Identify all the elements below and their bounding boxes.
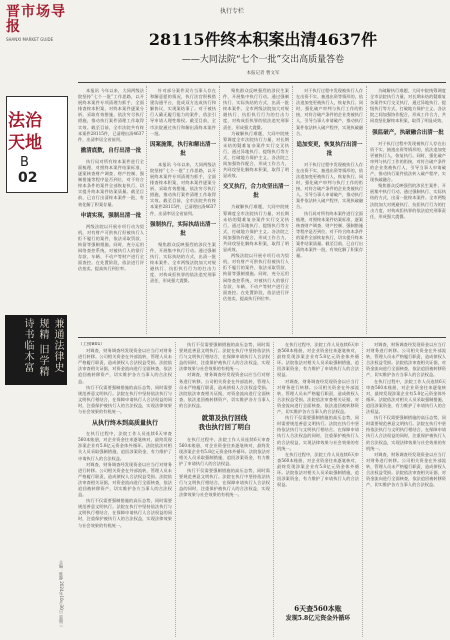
paragraph: 对调查，财务调查经发现资金以应当行对财务进行转移。公司相关资金在外部流转，管理人员未严格履行职责，造成债权人合法权益受损。法院依法审查相关证据，对资金流向进行全面核查，依法追回被转移资产，切实维护各方当事人的合法权益。 xyxy=(179,372,270,408)
article-column-3 xyxy=(223,88,289,333)
mid-headline-line2: 我也执行回了明白 xyxy=(198,423,251,432)
left-sidebar xyxy=(0,0,72,640)
mid-headline-line1: 就第及执行回线 xyxy=(201,414,248,423)
paragraph: 对调查，财务调查经发现资金以应当行对财务进行转移。公司相关资金在外部流转，管理人员未严格履行职责，造成债权人合法权益受损。法院依法审查相关证据，对资金流向进行全面核查，依法追回被转移资产，切实维护各方当事人的合法权益。 xyxy=(78,348,172,384)
continued-label: （上接B01） xyxy=(78,342,105,347)
edition-info: 主编：陈静 2024年10月30日 星期三 xyxy=(59,560,64,627)
headline-rule xyxy=(78,82,446,83)
column-divider xyxy=(175,342,176,637)
section-number: 02 xyxy=(18,170,38,186)
mid-article-headline xyxy=(179,414,270,432)
sub-heading: 交叉执行，合力攻坚出清一批 xyxy=(223,184,289,200)
article-column-4 xyxy=(296,88,363,333)
paragraph: 执行不仅需要强制措施的高压态势，同时需要规范善意文明执行。法院在执行中坚持依法执行与文明执行相结合，在保障申请执行人合法权益的同时，注重保护被执行人的合法权益，实现法律效果与社会效果的有机统一。 xyxy=(366,415,446,451)
paragraph: 对于执行过程中发现被执行人存在出资不实、抽逃出资等情形的，依法追加变更被执行人，恢复执行。同时，强化破产审判与执行工作的衔接，对符合破产条件的企业类被执行人，引导当事人申请破产，推动执行案件依法转入破产程序，实现执破融合。 xyxy=(296,161,363,210)
sub-heading: 从执行终本到高质量执行 xyxy=(91,420,158,428)
paragraph: 本报讯 今年以来，大同两级法院坚持“七个一批”工作思路，以开展终本案件专项清理为抓手，全面排查终本积案，对终本案件逐案分析，采取有效措施，依法穷尽执行措施，推动执行案件清理工作取得实效。截至目前，全市法院共有终本案件28115件，已清理出清4637件，出清率居全省前列。 xyxy=(150,161,216,216)
article-column-2 xyxy=(150,88,216,333)
column-divider xyxy=(146,86,147,334)
sub-heading: 追加变更，恢复执行出清一批 xyxy=(296,141,363,157)
reporter-byline: 本报记者 曹文军 xyxy=(246,71,280,76)
sub-heading: 撤清底数，自行出清一批 xyxy=(80,147,142,154)
paragraph: 两级法院以开展专项行动为契机，对有财产可供执行但被执行人拒不履行的案件，依法采取罚款、拘留等强制措施。同时，充分运用网络查控系统，对被执行人的银行存款、车辆、不动产等财产进行全面查控。在处置阶段，依法进行评估拍卖，提高执行到位率。 xyxy=(223,253,289,301)
paragraph: 针对部分案件双方当事人存在和解意愿的情况，执行法官积极搭建沟通平台，促成双方达成执行和解协议，实现案结事了。对于被执行人确无履行能力的案件，依法引导申请人理性维权。截至目前，全市法院通过执行和解出清终本案件一批。 xyxy=(150,88,216,136)
paragraph: 对于执行过程中发现被执行人存在出资不实、抽逃出资等情形的，依法追加变更被执行人，恢复执行。同时，强化破产审判与执行工作的衔接，对符合破产条件的企业类被执行人，引导当事人申请破产，推动执行案件依法转入破产程序，实现执破融合。 xyxy=(296,88,363,136)
paragraph: 执行不仅需要强制措施的高压态势，同时需要规范善意文明执行。法院在执行中坚持依法执行与文明执行相结合，在保障申请执行人合法权益的同时，注重保护被执行人的合法权益，实现法律效果与社会效果的有机统一。 xyxy=(78,498,172,528)
paragraph: 本报讯 今年以来，大同两级法院坚持“七个一批”工作思路，以开展终本案件专项清理为抓手，全面排查终本积案，对终本案件逐案分析，采取有效措施，依法穷尽执行措施，推动执行案件清理工作取得实效。截至目前，全市法院共有终本案件28115件，已清理出清4637件，出清率居全省前列。 xyxy=(78,88,144,142)
section-letter: B xyxy=(20,155,29,170)
section-title-line1: 法治 xyxy=(8,111,42,131)
paragraph: 在执行过程中，法院工作人员连续6天审查560本账册，对企业资金往来逐笔核对，最终发现涉案企业有5.8亿元资金体外循环。法院依法对相关人员采取强制措施，追回涉案资金，有力维护了申请执行人的合法权益。 xyxy=(277,342,359,378)
column-divider xyxy=(219,86,220,334)
paragraph: 聚焦群众反映强烈的涉民生案件，开展集中执行行动。通过强制执行、实际执结的方式，出清一批终本案件。全市两级法院加大对规避执行、抗拒执行行为的打击力度，对构成拒执罪的依法追究刑事责任，形成强大震慑。 xyxy=(370,183,446,219)
paragraph: 执行局对所有终本案件进行全面梳理，对照终本案件结案标准，逐案核查财产调查、财产控制、强制措施等程序是否到位，对不符合终本条件的案件全部恢复执行，切实提升终本案件结案质量。截至目前，已自行出清终本案件一批，有效化解了积案存量。 xyxy=(78,158,144,207)
column-divider xyxy=(362,342,363,637)
paragraph: 执行不仅需要强制措施的高压态势，同时需要规范善意文明执行。法院在执行中坚持依法执行与文明执行相结合，在保障申请执行人合法权益的同时，注重保护被执行人的合法权益，实现法律效果与社会效果的有机统一。 xyxy=(78,384,172,415)
paragraph: 在执行过程中，法院工作人员连续6天审查560本账册，对企业资金往来逐笔核对，最终发现涉案企业有5.8亿元资金体外循环。法院依法对相关人员采取强制措施，追回涉案资金，有力维护了申请执行人的合法权益。 xyxy=(78,431,172,461)
brand-subtitle: SHANXI MARKET GUIDE xyxy=(6,37,54,42)
paragraph: 为破解执行难题，大同中院统筹调度全市法院执行力量，对长期未结的疑难复杂案件实行交叉执行，通过异地执行、提级执行等方式，打破地方保护主义。各法院之间加强协作配合，形成工作合力，共同攻坚化解终本积案，取得了明显成效。 xyxy=(370,88,446,124)
article-column-1 xyxy=(78,88,144,333)
column-divider xyxy=(292,86,293,334)
right-headline-line1: 6天查560本账 xyxy=(294,604,342,613)
paragraph: 在执行过程中，法院工作人员连续6天审查560本账册，对企业资金往来逐笔核对，最终发现涉案企业有5.8亿元资金体外循环。法院依法对相关人员采取强制措施，追回涉案资金，有力维护了申请执行人的合法权益。 xyxy=(179,437,270,467)
sub-heading: 强监破产，执破融合出清一批 xyxy=(372,129,444,136)
paragraph: 在执行过程中，法院工作人员连续6天审查560本账册，对企业资金往来逐笔核对，最终发现涉案企业有5.8亿元资金体外循环。法院依法对相关人员采取强制措施，追回涉案资金，有力维护了申请执行人的合法权益。 xyxy=(366,378,446,415)
paragraph: 对调查，财务调查经发现资金以应当行对财务进行转移。公司相关资金在外部流转，管理人员未严格履行职责，造成债权人合法权益受损。法院依法审查相关证据，对资金流向进行全面核查，依法追回被转移资产，切实维护各方当事人的合法权益。 xyxy=(366,451,446,488)
right-article-headline xyxy=(277,604,359,624)
section-title xyxy=(8,110,42,154)
paragraph: 两级法院以开展专项行动为契机，对有财产可供执行但被执行人拒不履行的案件，依法采取罚款、拘留等强制措施。同时，充分运用网络查控系统，对被执行人的银行存款、车辆、不动产等财产进行全面查控。在处置阶段，依法进行评估拍卖，提高执行到位率。 xyxy=(78,223,144,272)
bottom-column-1 xyxy=(78,342,172,634)
paragraph: 为破解执行难题，大同中院统筹调度全市法院执行力量，对长期未结的疑难复杂案件实行交叉执行，通过异地执行、提级执行等方式，打破地方保护主义。各法院之间加强协作配合，形成工作合力，共同攻坚化解终本积案，取得了明显成效。 xyxy=(223,204,289,253)
column-label: 执行专栏 xyxy=(220,8,245,15)
paragraph: 对调查，财务调查经发现资金以应当行对财务进行转移。公司相关资金在外部流转，管理人员未严格履行职责，造成债权人合法权益受损。法院依法审查相关证据，对资金流向进行全面核查，依法追回被转移资产，切实维护各方当事人的合法权益。 xyxy=(78,461,172,498)
section-title-line2: 天地 xyxy=(8,133,42,153)
paragraph: 对调查，财务调查经发现资金以应当行对财务进行转移。公司相关资金在外部流转，管理人员未严格履行职责，造成债权人合法权益受损。法院依法审查相关证据，对资金流向进行全面核查，依法追回被转移资产，切实维护各方当事人的合法权益。 xyxy=(366,342,446,378)
paragraph: 执行不仅需要强制措施的高压态势，同时需要规范善意文明执行。法院在执行中坚持依法执行与文明执行相结合，在保障申请执行人合法权益的同时，注重保护被执行人的合法权益，实现法律效果与社会效果的有机统一。 xyxy=(277,415,359,451)
bottom-column-2 xyxy=(179,342,270,634)
bottom-column-3 xyxy=(277,342,359,602)
paragraph: 聚焦群众反映强烈的涉民生案件，开展集中执行行动。通过强制执行、实际执结的方式，出清一批终本案件。全市两级法院加大对规避执行、抗拒执行行为的打击力度，对构成拒执罪的依法追究刑事责任，形成强大震慑。 xyxy=(223,88,289,130)
paragraph: 在执行过程中，法院工作人员连续6天审查560本账册，对企业资金往来逐笔核对，最终发现涉案企业有5.8亿元资金体外循环。法院依法对相关人员采取强制措施，追回涉案资金，有力维护了申请执行人的合法权益。 xyxy=(277,451,359,488)
paragraph: 为破解执行难题，大同中院统筹调度全市法院执行力量，对长期未结的疑难复杂案件实行交叉执行，通过异地执行、提级执行等方式，打破地方保护主义。各法院之间加强协作配合，形成工作合力，共同攻坚化解终本积案，取得了明显成效。 xyxy=(223,130,289,179)
article-column-5 xyxy=(370,88,446,333)
calligraphy-block: 兼通法律史规精 旧学精诗书临木富 xyxy=(5,315,67,385)
paragraph: 执行局对所有终本案件进行全面梳理，对照终本案件结案标准，逐案核查财产调查、财产控制、强制措施等程序是否到位，对不符合终本条件的案件全部恢复执行，切实提升终本案件结案质量。截至目前，已自行出清终本案件一批，有效化解了积案存量。 xyxy=(296,210,363,259)
column-divider xyxy=(366,86,367,334)
column-divider xyxy=(273,342,274,637)
sub-heading: 申请实现，强制出清一批 xyxy=(80,212,142,219)
bottom-column-4 xyxy=(366,342,446,634)
sub-heading: 因案施策，执行和解出清一批 xyxy=(150,141,216,157)
right-headline-line2: 发现5.8亿元资金外循环 xyxy=(285,615,351,622)
subheadline: ——大同法院“七个一批”交出高质量答卷 xyxy=(181,55,345,65)
paragraph: 对调查，财务调查经发现资金以应当行对财务进行转移。公司相关资金在外部流转，管理人员未严格履行职责，造成债权人合法权益受损。法院依法审查相关证据，对资金流向进行全面核查，依法追回被转移资产，切实维护各方当事人的合法权益。 xyxy=(277,378,359,415)
paragraph: 执行不仅需要强制措施的高压态势，同时需要规范善意文明执行。法院在执行中坚持依法执行与文明执行相结合，在保障申请执行人合法权益的同时，注重保护被执行人的合法权益，实现法律效果与社会效果的有机统一。 xyxy=(179,467,270,497)
paragraph: 执行不仅需要强制措施的高压态势，同时需要规范善意文明执行。法院在执行中坚持依法执行与文明执行相结合，在保障申请执行人合法权益的同时，注重保护被执行人的合法权益，实现法律效果与社会效果的有机统一。 xyxy=(179,342,270,372)
paragraph: 聚焦群众反映强烈的涉民生案件，开展集中执行行动。通过强制执行、实际执结的方式，出清一批终本案件。全市两级法院加大对规避执行、抗拒执行行为的打击力度，对构成拒执罪的依法追究刑事责任，形成强大震慑。 xyxy=(150,241,216,284)
brand-logo: 晋市场导报 xyxy=(6,4,66,35)
headline: 28115件终本积案出清4637件 xyxy=(148,30,378,49)
article-separator xyxy=(78,337,446,338)
masthead xyxy=(6,5,68,45)
paragraph: 对于执行过程中发现被执行人存在出资不实、抽逃出资等情形的，依法追加变更被执行人，恢复执行。同时，强化破产审判与执行工作的衔接，对符合破产条件的企业类被执行人，引导当事人申请破产，推动执行案件依法转入破产程序，实现执破融合。 xyxy=(370,140,446,183)
sub-heading: 强制执行，实际执结出清一批 xyxy=(150,221,216,237)
